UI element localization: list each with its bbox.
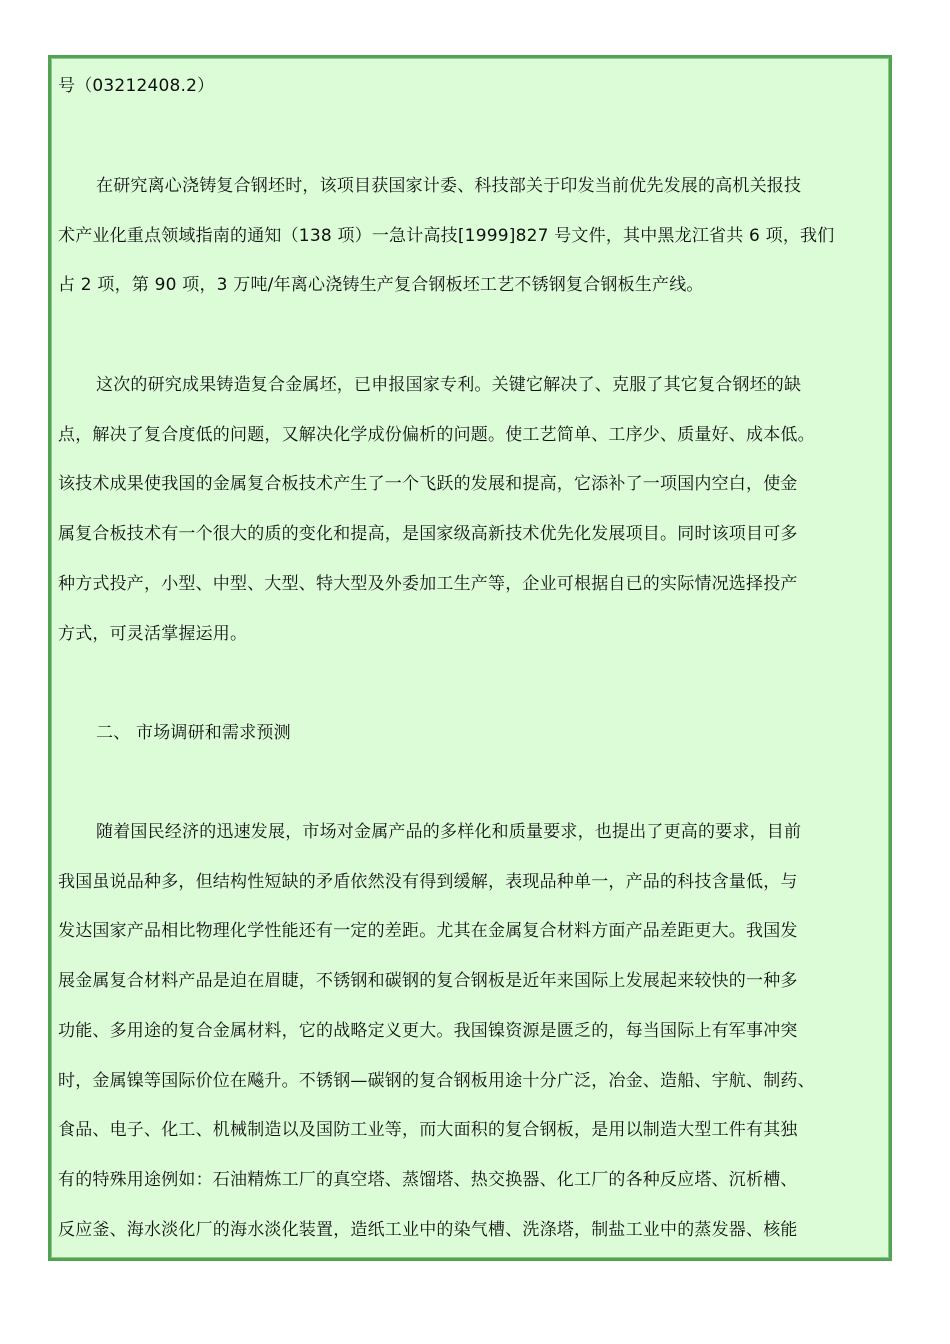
paragraph-2-line-5: 种方式投产，小型、中型、大型、特大型及外委加工生产等，企业可根据自已的实际情况选择投产 bbox=[58, 574, 798, 594]
paragraph-2-line-2: 点，解决了复合度低的问题，又解决化学成份偏析的问题。使工艺简单、工序少、质量好、成本低。 bbox=[58, 425, 815, 445]
paragraph-3-line-1: 随着国民经济的迅速发展，市场对金属产品的多样化和质量要求，也提出了更高的要求，目前 bbox=[96, 822, 802, 842]
section-heading: 二、 市场调研和需求预测 bbox=[96, 723, 291, 743]
paragraph-1-line-3: 占 2 项，第 90 项，3 万吨/年离心浇铸生产复合钢板坯工艺不锈钢复合钢板生产线。 bbox=[58, 275, 704, 295]
paragraph-1-line-2: 术产业化重点领域指南的通知（138 项）一急计高技[1999]827 号文件，其中黑龙江省共 6 项，我们 bbox=[58, 226, 835, 246]
paragraph-3-line-3: 发达国家产品相比物理化学性能还有一定的差距。尤其在金属复合材料方面产品差距更大。我国发 bbox=[58, 921, 798, 941]
paragraph-2-line-1: 这次的研究成果铸造复合金属坯，已申报国家专利。关键它解决了、克服了其它复合钢坯的缺 bbox=[96, 375, 802, 395]
paragraph-1-line-1: 在研究离心浇铸复合钢坯时，该项目获国家计委、科技部关于印发当前优先发展的高机关报技 bbox=[96, 176, 802, 196]
paragraph-2-line-6: 方式，可灵活掌握运用。 bbox=[58, 624, 248, 644]
paragraph-3-line-2: 我国虽说品种多，但结构性短缺的矛盾依然没有得到缓解，表现品种单一，产品的科技含量低，与 bbox=[58, 872, 798, 892]
paragraph-3-line-6: 时，金属镍等国际价位在飚升。不锈钢—碳钢的复合钢板用途十分广泛，冶金、造船、宇航、制药、 bbox=[58, 1071, 815, 1091]
paragraph-3-line-5: 功能、多用途的复合金属材料，它的战略定义更大。我国镍资源是匮乏的，每当国际上有军事冲突 bbox=[58, 1021, 798, 1041]
paragraph-3-line-4: 展金属复合材料产品是迫在眉睫，不锈钢和碳钢的复合钢板是近年来国际上发展起来较快的一种多 bbox=[58, 971, 798, 991]
paragraph-3-line-8: 有的特殊用途例如：石油精炼工厂的真空塔、蒸馏塔、热交换器、化工厂的各种反应塔、沉析槽、 bbox=[58, 1170, 798, 1190]
document-page bbox=[48, 55, 892, 1261]
paragraph-2-line-4: 属复合板技术有一个很大的质的变化和提高，是国家级高新技术优先化发展项目。同时该项目可多 bbox=[58, 524, 798, 544]
paragraph-2-line-3: 该技术成果使我国的金属复合板技术产生了一个飞跃的发展和提高，它添补了一项国内空白，使金 bbox=[58, 474, 798, 494]
continuation-line: 号（03212408.2） bbox=[58, 76, 215, 96]
paragraph-3-line-9: 反应釜、海水淡化厂的海水淡化装置，造纸工业中的染气槽、洗涤塔，制盐工业中的蒸发器、核能 bbox=[58, 1220, 798, 1240]
paragraph-3-line-7: 食品、电子、化工、机械制造以及国防工业等，而大面积的复合钢板，是用以制造大型工件有其独 bbox=[58, 1120, 798, 1140]
